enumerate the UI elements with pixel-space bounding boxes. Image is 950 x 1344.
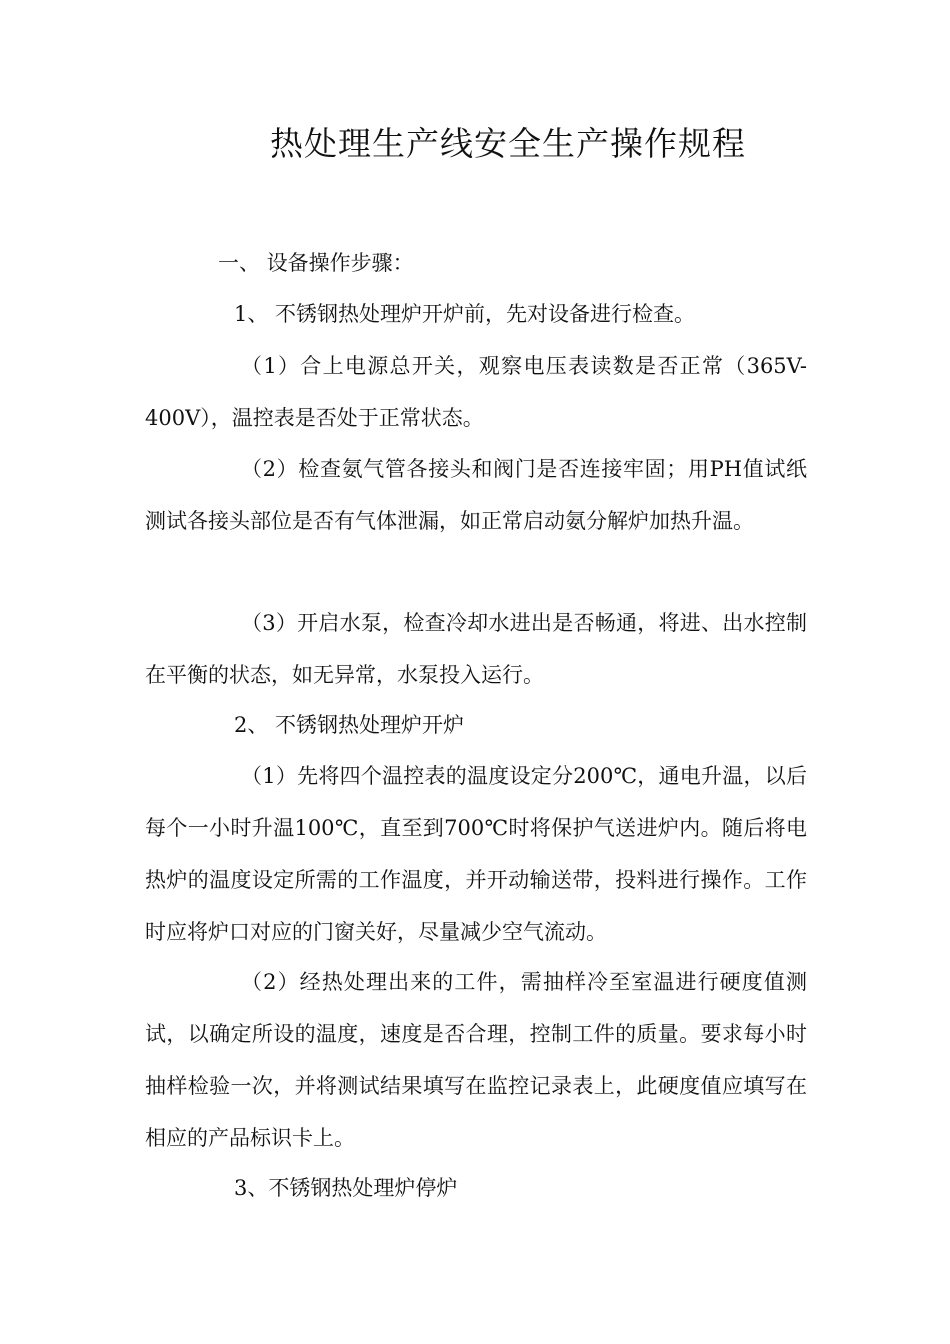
item-2-para-2: （2）经热处理出来的工件，需抽样冷至室温进行硬度值测试，以确定所设的温度，速度是否合理，控制工件的质量。要求每小时抽样检验一次，并将测试结果填写在监控记录表上，此硬度值应填写在相应的产品标识卡上。	[145, 970, 807, 1150]
item-1-para-3: （3）开启水泵，检查冷却水进出是否畅通，将进、出水控制在平衡的状态，如无异常，水泵投入运行。	[145, 611, 807, 687]
item-2-para-1: （1）先将四个温控表的温度设定分200℃，通电升温，以后每个一小时升温100℃，直至到700℃时将保护气送进炉内。随后将电热炉的温度设定所需的工作温度，并开动输送带，投料进行操作。工作时应将炉口对应的门窗关好，尽量减少空气流动。	[145, 764, 807, 944]
item-1-para-1: （1）合上电源总开关，观察电压表读数是否正常（365V-400V），温控表是否处于正常状态。	[145, 354, 807, 430]
document-title: 热处理生产线安全生产操作规程	[270, 124, 746, 163]
section-heading: 一、 设备操作步骤：	[218, 251, 414, 275]
item-2-heading: 2、 不锈钢热处理炉开炉	[234, 713, 465, 737]
item-1-heading: 1、 不锈钢热处理炉开炉前，先对设备进行检查。	[234, 302, 696, 326]
item-3-heading: 3、不锈钢热处理炉停炉	[234, 1176, 458, 1200]
item-1-para-2: （2）检查氨气管各接头和阀门是否连接牢固；用PH值试纸测试各接头部位是否有气体泄漏，如正常启动氨分解炉加热升温。	[145, 457, 807, 533]
